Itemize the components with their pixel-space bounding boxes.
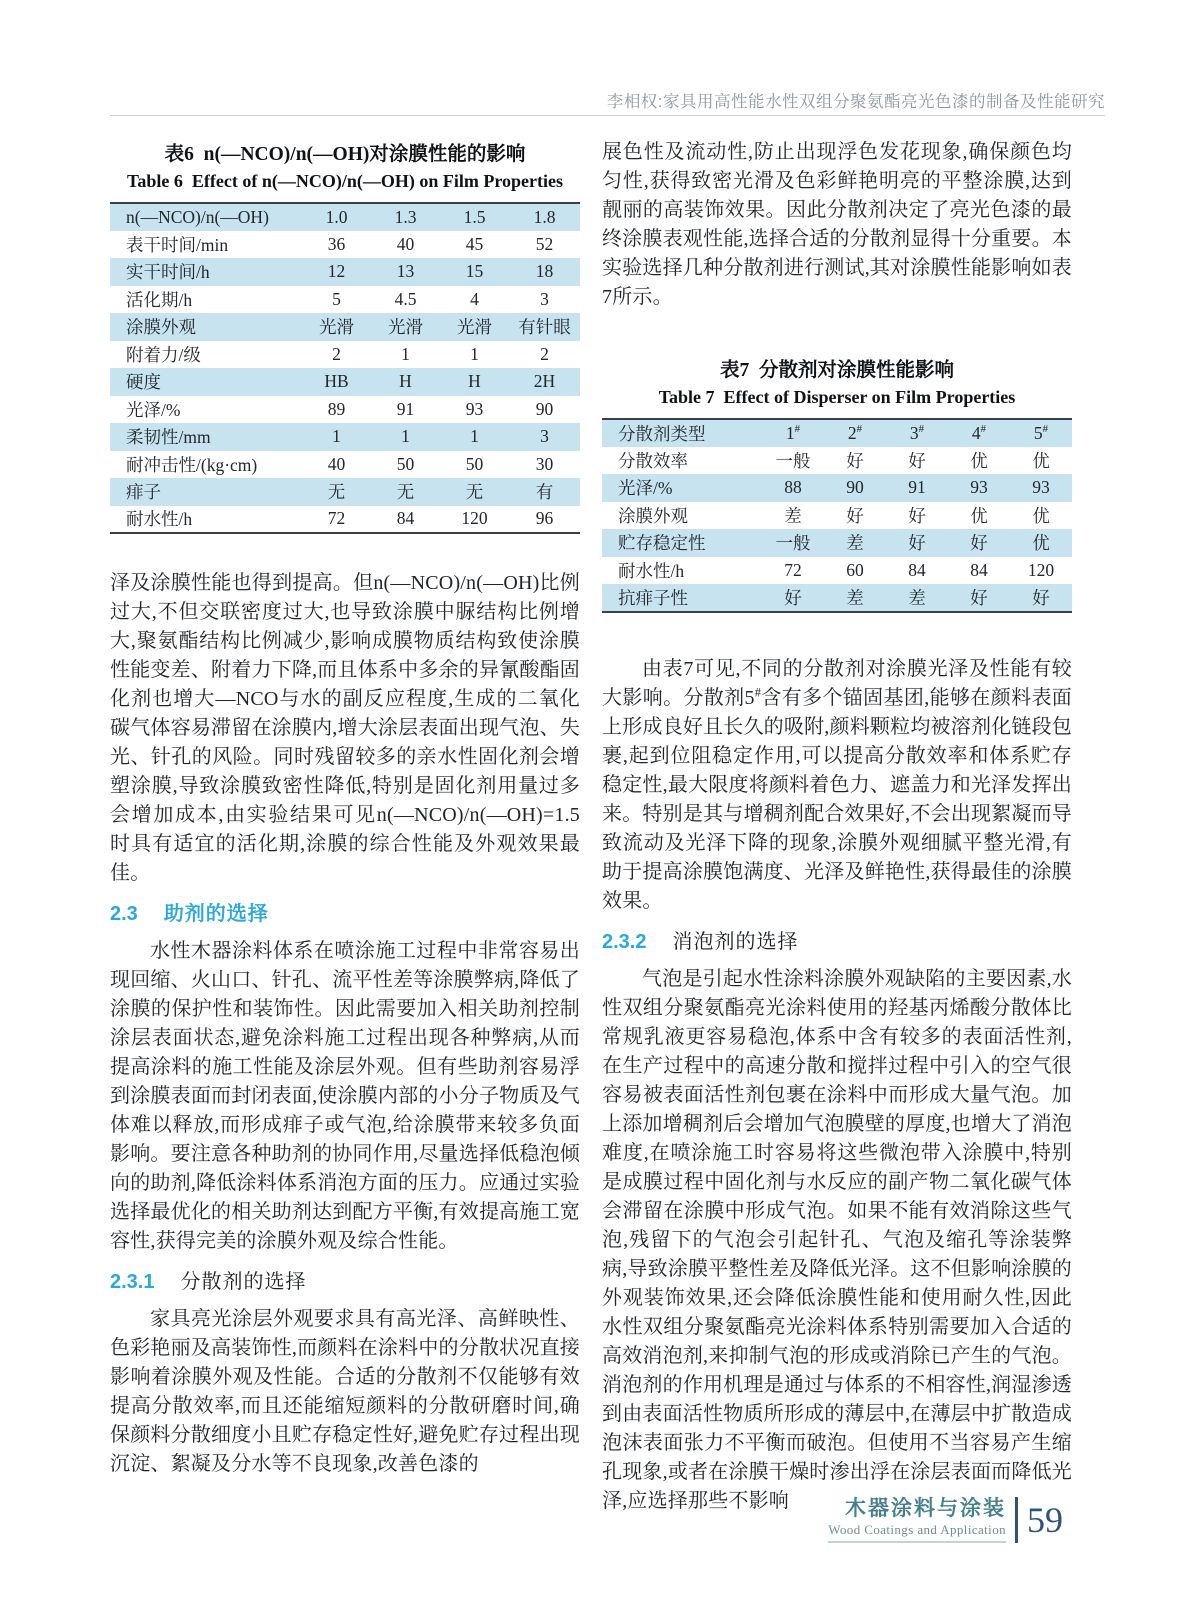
table-row xyxy=(110,258,580,286)
row-label: 涂膜外观 xyxy=(618,505,688,526)
cell-value: 93 xyxy=(970,477,988,498)
cell-value: 60 xyxy=(846,559,864,580)
table6-header-col: 1.5 xyxy=(463,206,486,227)
table-row xyxy=(110,286,580,314)
cell-value: 3 xyxy=(540,288,549,309)
section-heading-2-3-2 xyxy=(602,928,1072,957)
row-label: 光泽/% xyxy=(618,478,673,499)
cell-value: 好 xyxy=(908,533,926,554)
cell-value: 120 xyxy=(1027,559,1055,580)
table-row xyxy=(602,474,1072,502)
table-row xyxy=(602,584,1072,612)
cell-value: 50 xyxy=(396,453,415,474)
cell-value: 无 xyxy=(465,482,484,503)
cell-value: 1 xyxy=(401,426,410,447)
table-row xyxy=(110,451,580,479)
row-label: 表干时间/min xyxy=(126,234,229,255)
cell-value: 差 xyxy=(784,505,802,526)
cell-value: 光滑 xyxy=(388,317,423,338)
cell-value: HB xyxy=(324,371,349,392)
cell-value: 84 xyxy=(970,559,988,580)
table7-header-label: 分散剂类型 xyxy=(618,423,706,444)
cell-value: 15 xyxy=(465,261,484,282)
cell-value: 好 xyxy=(970,533,988,554)
cell-value: 好 xyxy=(784,587,802,608)
cell-value: 45 xyxy=(465,233,484,254)
cell-value: 90 xyxy=(535,398,554,419)
cell-value: 40 xyxy=(396,233,415,254)
table7-body xyxy=(602,447,1072,612)
superscript: # xyxy=(918,422,925,435)
page-number: 59 xyxy=(1027,1500,1063,1540)
cell-value: 93 xyxy=(1032,477,1050,498)
table7 xyxy=(602,418,1072,613)
table6-header-label: n(—NCO)/n(—OH) xyxy=(126,206,269,227)
cell-value: 无 xyxy=(396,482,415,503)
table-row xyxy=(110,423,580,451)
superscript: # xyxy=(856,422,863,435)
cell-value: 差 xyxy=(846,587,864,608)
cell-value: 30 xyxy=(535,453,554,474)
table7-header-col: 5# xyxy=(1033,422,1049,443)
cell-value: 40 xyxy=(327,453,346,474)
left-column xyxy=(110,138,580,1479)
table7-header-col: 4# xyxy=(971,422,987,443)
table7-title-cn: 表7 分散剂对涂膜性能影响 xyxy=(719,360,954,381)
section-heading-2-3 xyxy=(110,900,580,929)
row-label: 痱子 xyxy=(126,482,161,503)
table6-header-col: 1.0 xyxy=(325,206,348,227)
cell-value: 1 xyxy=(332,426,341,447)
cell-value: 91 xyxy=(396,398,415,419)
cell-value: 52 xyxy=(535,233,554,254)
cell-value: H xyxy=(468,371,481,392)
cell-value: 5 xyxy=(332,288,341,309)
cell-value: 好 xyxy=(970,587,988,608)
paragraph: 泽及涂膜性能也得到提高。但n(—NCO)/n(—OH)比例过大,不但交联密度过大,也导致涂膜中脲结构比例增大,聚氨酯结构比例减少,影响成膜物质结构致使涂膜性能变差、附着力下降,而且体系中多余的异氰酸酯固化剂也增大—NCO与水的副反应程度,生成的二氧化碳气体容易滞留在涂膜内,增大涂层表面出现气泡、失光、针孔的风险。同时残留较多的亲水性固化剂会增塑涂膜,导致涂膜致密性降低,特别是固化剂用量过多会增加成本,由实验结果可见n(—NCO)/n(—OH)=1.5时具有适宜的活化期,涂膜的综合性能及外观效果最佳。 xyxy=(110,572,580,884)
cell-value: 无 xyxy=(327,482,346,503)
cell-value: 有针眼 xyxy=(518,317,571,338)
row-label: 涂膜外观 xyxy=(126,317,196,338)
row-label: 柔韧性/mm xyxy=(126,427,211,448)
cell-value: 96 xyxy=(535,508,554,529)
section-number: 2.3.1 xyxy=(110,1271,155,1293)
cell-value: 好 xyxy=(1032,587,1050,608)
table-row xyxy=(110,341,580,369)
paragraph: 水性木器涂料体系在喷涂施工过程中非常容易出现回缩、火山口、针孔、流平性差等涂膜弊病,降低了涂膜的保护性和装饰性。因此需要加入相关助剂控制涂层表面状态,避免涂料施工过程出现各种弊病,从而提高涂料的施工性能及涂层外观。但有些助剂容易浮到涂膜表面而封闭表面,使涂膜内部的小分子物质及气体难以释放,而形成痱子或气泡,给涂膜带来较多负面影响。要注意各种助剂的协同作用,尽量选择低稳泡倾向的助剂,降低涂料体系消泡方面的压力。应通过实验选择最优化的相关助剂达到配方平衡,有效提高施工宽容性,获得完美的涂膜外观及综合性能。 xyxy=(110,940,580,1252)
superscript: # xyxy=(754,684,762,699)
section-heading-2-3-1 xyxy=(110,1268,580,1297)
cell-value: 1 xyxy=(470,343,479,364)
cell-value: 差 xyxy=(846,533,864,554)
cell-value: 4 xyxy=(470,288,479,309)
table6-body xyxy=(110,231,580,534)
row-label: 耐水性/h xyxy=(618,560,685,581)
journal-name-block xyxy=(828,1497,1006,1543)
section-title: 消泡剂的选择 xyxy=(672,930,799,953)
row-label: 光泽/% xyxy=(126,399,181,420)
cell-value: 91 xyxy=(908,477,926,498)
cell-value: 优 xyxy=(1032,505,1050,526)
table-row xyxy=(602,529,1072,557)
cell-value: 2 xyxy=(540,343,549,364)
footer-divider-bar xyxy=(1015,1497,1018,1543)
cell-value: 84 xyxy=(908,559,926,580)
cell-value: 优 xyxy=(970,450,988,471)
header-rule xyxy=(110,115,1105,116)
cell-value: 36 xyxy=(327,233,346,254)
cell-value: 12 xyxy=(327,261,346,282)
cell-value: 18 xyxy=(535,261,554,282)
paragraph: 由表7可见,不同的分散剂对涂膜光泽及性能有较大影响。分散剂5#含有多个锚固基团,能够在颜料表面上形成良好且长久的吸附,颜料颗粒均被溶剂化链段包裹,起到位阻稳定作用,可以提高分散效率和体系贮存稳定性,最大限度将颜料着色力、遮盖力和光泽发挥出来。特别是其与增稠剂配合效果好,不会出现絮凝而导致流动及光泽下降的现象,涂膜外观细腻平整光滑,有助于提高涂膜饱满度、光泽及鲜艳性,获得最佳的涂膜效果。 xyxy=(602,657,1073,912)
table-row xyxy=(110,231,580,259)
cell-value: 90 xyxy=(846,477,864,498)
cell-value: 1 xyxy=(401,343,410,364)
cell-value: 4.5 xyxy=(394,288,417,309)
cell-value: H xyxy=(399,371,412,392)
row-label: 分散效率 xyxy=(618,450,688,471)
paragraph: 展色性及流动性,防止出现浮色发花现象,确保颜色均匀性,获得致密光滑及色彩鲜艳明亮的平整涂膜,达到靓丽的高装饰效果。因此分散剂决定了亮光色漆的最终涂膜表观性能,选择合适的分散剂显得十分重要。本实验选择几种分散剂进行测试,其对涂膜性能影响如表7所示。 xyxy=(602,141,1072,308)
cell-value: 一般 xyxy=(775,450,811,471)
section-number: 2.3 xyxy=(110,903,138,925)
cell-value: 13 xyxy=(396,261,415,282)
row-label: 贮存稳定性 xyxy=(618,533,706,554)
cell-value: 差 xyxy=(908,587,926,608)
journal-name-cn: 木器涂料与涂装 xyxy=(845,1497,1006,1520)
cell-value: 88 xyxy=(784,477,802,498)
table-row xyxy=(110,478,580,506)
table-row xyxy=(110,396,580,424)
table-row xyxy=(110,313,580,341)
section-number: 2.3.2 xyxy=(602,930,647,953)
table7-header-row xyxy=(602,419,1072,447)
row-label: 硬度 xyxy=(126,372,161,393)
table7-title-en: Table 7 Effect of Disperser on Film Properties xyxy=(658,387,1016,407)
cell-value: 3 xyxy=(540,426,549,447)
cell-value: 72 xyxy=(327,508,346,529)
cell-value: 50 xyxy=(465,453,484,474)
table7-header-col: 2# xyxy=(847,422,863,443)
cell-value: 好 xyxy=(846,505,864,526)
cell-value: 2 xyxy=(332,343,341,364)
page-footer xyxy=(828,1497,1063,1543)
section-title: 助剂的选择 xyxy=(163,903,269,925)
table6-header-col: 1.3 xyxy=(394,206,417,227)
table-row xyxy=(110,506,580,534)
row-label: 耐水性/h xyxy=(126,509,193,530)
table6-title-cn: 表6 n(—NCO)/n(—OH)对涂膜性能的影响 xyxy=(164,144,526,165)
cell-value: 好 xyxy=(908,505,926,526)
row-label: 抗痱子性 xyxy=(618,587,688,608)
paragraph: 家具亮光涂层外观要求具有高光泽、高鲜映性、色彩艳丽及高装饰性,而颜料在涂料中的分散状况直接影响着涂膜外观及性能。合适的分散剂不仅能够有效提高分散效率,而且还能缩短颜料的分散研磨时间,确保颜料分散细度小且贮存稳定性好,避免贮存过程出现沉淀、絮凝及分水等不良现象,改善色漆的 xyxy=(110,1308,580,1475)
superscript: # xyxy=(794,422,801,435)
cell-value: 84 xyxy=(396,508,415,529)
section-title: 分散剂的选择 xyxy=(180,1271,307,1293)
superscript: # xyxy=(1042,422,1049,435)
cell-value: 好 xyxy=(908,450,926,471)
right-column xyxy=(602,138,1072,1516)
cell-value: 有 xyxy=(535,482,554,503)
table6-header-col: 1.8 xyxy=(533,206,556,227)
table7-header-col: 1# xyxy=(785,422,801,443)
cell-value: 优 xyxy=(1032,533,1050,554)
table-row xyxy=(110,368,580,396)
cell-value: 89 xyxy=(327,398,346,419)
cell-value: 一般 xyxy=(775,533,811,554)
cell-value: 光滑 xyxy=(319,317,354,338)
table-row xyxy=(602,447,1072,475)
table7-header-col: 3# xyxy=(909,422,925,443)
paragraph: 气泡是引起水性涂料涂膜外观缺陷的主要因素,水性双组分聚氨酯亮光涂料使用的羟基丙烯酸分散体比常规乳液更容易稳泡,体系中含有较多的表面活性剂,在生产过程中的高速分散和搅拌过程中引入的空气很容易被表面活性剂包裹在涂料中而形成大量气泡。加上添加增稠剂后会增加气泡膜壁的厚度,也增大了消泡难度,在喷涂施工时容易将这些微泡带入涂膜中,特别是成膜过程中固化剂与水反应的副产物二氧化碳气体会滞留在涂膜中形成气泡。如果不能有效消除这些气泡,残留下的气泡会引起针孔、气泡及缩孔等涂装弊病,导致涂膜平整性差及降低光泽。这不但影响涂膜的外观装饰效果,还会降低涂膜性能和使用耐久性,因此水性双组分聚氨酯亮光涂料体系特别需要加入合适的高效消泡剂,来抑制气泡的形成或消除已产生的气泡。消泡剂的作用机理是通过与体系的不相容性,润湿渗透到由表面活性物质所形成的薄层中,在薄层中扩散造成泡沫表面张力不平衡而破泡。但使用不当容易产生缩孔现象,或者在涂膜干燥时渗出浮在涂层表面而降低光泽,应选择那些不影响 xyxy=(602,967,1072,1512)
table6 xyxy=(110,202,580,534)
row-label: 耐冲击性/(kg·cm) xyxy=(126,454,258,475)
cell-value: 2H xyxy=(533,371,556,392)
superscript: # xyxy=(980,422,987,435)
table-row xyxy=(602,557,1072,585)
running-header-title: 李相权:家具用高性能水性双组分聚氨酯亮光色漆的制备及性能研究 xyxy=(606,93,1105,111)
cell-value: 72 xyxy=(784,559,802,580)
cell-value: 光滑 xyxy=(457,317,492,338)
row-label: 实干时间/h xyxy=(126,262,210,283)
cell-value: 120 xyxy=(461,508,488,529)
cell-value: 1 xyxy=(470,426,479,447)
cell-value: 优 xyxy=(1032,450,1050,471)
row-label: 附着力/级 xyxy=(126,344,201,365)
table6-title-en: Table 6 Effect of n(—NCO)/n(—OH) on Film Properties xyxy=(127,171,563,191)
table6-header-row xyxy=(110,203,580,231)
table-row xyxy=(602,502,1072,530)
cell-value: 优 xyxy=(970,505,988,526)
journal-name-en: Wood Coatings and Application xyxy=(828,1521,1006,1543)
cell-value: 好 xyxy=(846,450,864,471)
row-label: 活化期/h xyxy=(126,289,193,310)
cell-value: 93 xyxy=(465,398,484,419)
